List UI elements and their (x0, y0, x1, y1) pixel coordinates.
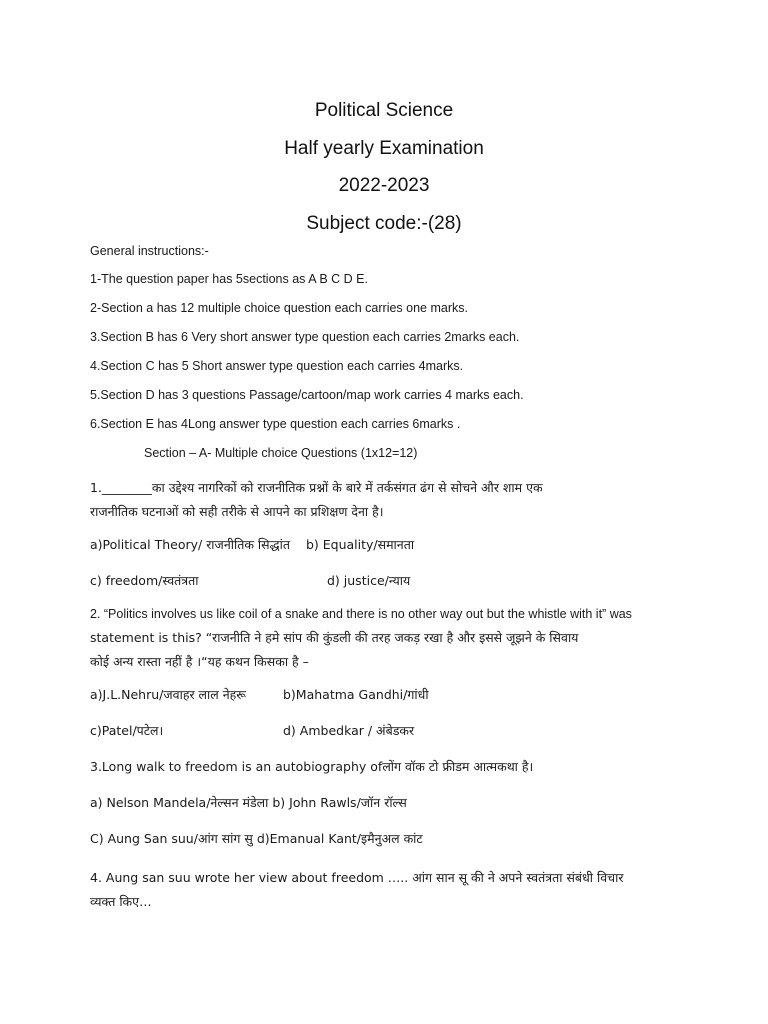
q2-line-3: कोई अन्य रास्ता नहीं है ।“यह कथन किसका है – (90, 654, 309, 669)
section-a-heading: Section – A- Multiple choice Questions (1x12=12) (144, 446, 418, 460)
year-title: 2022-2023 (338, 175, 430, 196)
q2-option-b: b)Mahatma Gandhi/गांधी (283, 687, 429, 702)
exam-title: Half yearly Examination (284, 137, 484, 159)
q2-option-c: c)Patel/पटेल। (90, 723, 164, 738)
q1-options-cd (90, 572, 690, 590)
q2-option-a: a)J.L.Nehru/जवाहर लाल नेहरू (90, 687, 247, 702)
q1-option-d: d) justice/न्याय (327, 573, 411, 588)
q3-options-ab: a) Nelson Mandela/नेल्सन मंडेला b) John Rawls/जॉन रॉल्स (90, 795, 407, 810)
q4-line-2: व्यक्त किए… (90, 894, 152, 909)
q2-line-2: statement is this? “राजनीति ने हमे सांप की कुंडली की तरह जकड़ रखा है और इससे जूझने के सिवाय (90, 630, 579, 645)
q1-option-b: b) Equality/समानता (305, 537, 415, 552)
instruction-item: 1-The question paper has 5sections as A B C D E. (90, 272, 368, 286)
instructions-heading: General instructions:- (90, 244, 209, 258)
q2-line-1: 2. “Politics involves us like coil of a snake and there is no other way out but the whistle with it” was (90, 607, 632, 621)
instruction-item: 4.Section C has 5 Short answer type question each carries 4marks. (90, 359, 464, 373)
instruction-item: 2-Section a has 12 multiple choice question each carries one marks. (90, 301, 468, 315)
q1-line-2: राजनीतिक घटनाओं को सही तरीके से आपने का प्रशिक्षण देना है। (90, 504, 384, 519)
q2-options-cd (90, 722, 690, 740)
q1-option-c: c) freedom/स्वतंत्रता (90, 573, 199, 588)
title-block (0, 92, 768, 242)
document-body (90, 242, 690, 914)
instruction-item: 6.Section E has 4Long answer type question each carries 6marks . (90, 417, 461, 431)
instruction-item: 5.Section D has 3 questions Passage/cartoon/map work carries 4 marks each. (90, 388, 524, 402)
instruction-item: 3.Section B has 6 Very short answer type question each carries 2marks each. (90, 330, 520, 344)
subject-title: Political Science (314, 100, 454, 121)
q2-options-ab (90, 686, 690, 704)
q1-option-a: a)Political Theory/ राजनीतिक सिद्धांत (90, 537, 290, 552)
q1-line-1: 1.________का उद्देश्य नागरिकों को राजनीतिक प्रश्नों के बारे में तर्कसंगत ढंग से सोचने और शाम एक (90, 480, 543, 495)
q3-options-cd: C) Aung San suu/आंग सांग सु d)Emanual Kant/इमैनुअल कांट (90, 831, 423, 846)
subject-code: Subject code:-(28) (306, 212, 462, 234)
q2-option-d: d) Ambedkar / अंबेडकर (283, 723, 415, 738)
q3-line-1: 3.Long walk to freedom is an autobiography ofलोंग वॉक टो फ्रीडम आत्मकथा है। (90, 759, 534, 774)
q4-line-1: 4. Aung san suu wrote her view about freedom ….. आंग सान सू की ने अपने स्वतंत्रता संबंधी विचार (90, 870, 624, 885)
q1-options-ab (90, 536, 690, 554)
